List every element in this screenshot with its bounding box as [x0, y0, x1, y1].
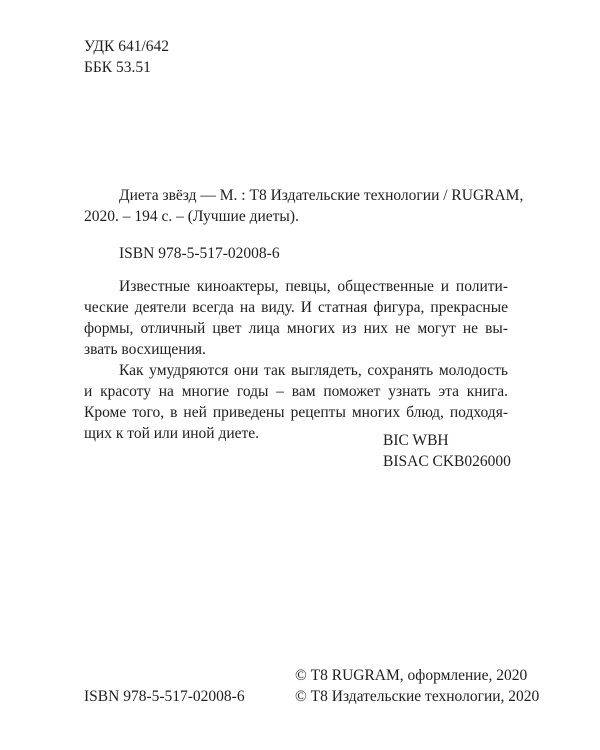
isbn-main: ISBN 978-5-517-02008-6 [119, 245, 280, 262]
abstract-line: ческие деятели всегда на виду. И статная фигура, прекрасные [84, 299, 508, 316]
abstract-line: Как умудряются они так выглядеть, сохранять молодость [119, 362, 508, 379]
bibliographic-line-2: 2020. – 194 с. – (Лучшие диеты). [84, 208, 299, 225]
isbn-bottom: ISBN 978-5-517-02008-6 [84, 688, 245, 705]
copyright-line-1: © Т8 RUGRAM, оформление, 2020 [295, 667, 528, 684]
classification-block [84, 36, 169, 78]
abstract [84, 276, 508, 444]
bbk-code: ББК 53.51 [84, 59, 151, 76]
abstract-line: и красоту на многие годы – вам поможет узнать эта книга. [84, 383, 508, 400]
abstract-line: звать восхищения. [84, 341, 206, 358]
bibliographic-line-1: Диета звёзд — М. : Т8 Издательские технологии / RUGRAM, [119, 187, 524, 204]
bic-code: BIC WBH [383, 432, 449, 449]
copyright-block [295, 665, 539, 707]
udk-code: УДК 641/642 [84, 38, 170, 55]
abstract-line: Известные киноактеры, певцы, общественные и полити- [119, 278, 508, 295]
subject-codes [383, 430, 511, 472]
abstract-paragraph-1 [84, 276, 508, 360]
abstract-line: щих к той или иной диете. [84, 425, 260, 442]
bibliographic-record [84, 185, 524, 227]
abstract-line: формы, отличный цвет лица многих из них не могут не вы- [84, 320, 508, 337]
abstract-line: Кроме того, в ней приведены рецепты многих блюд, подходя- [84, 404, 508, 421]
bisac-code: BISAC CKB026000 [383, 453, 511, 470]
copyright-line-2: © Т8 Издательские технологии, 2020 [295, 688, 540, 705]
